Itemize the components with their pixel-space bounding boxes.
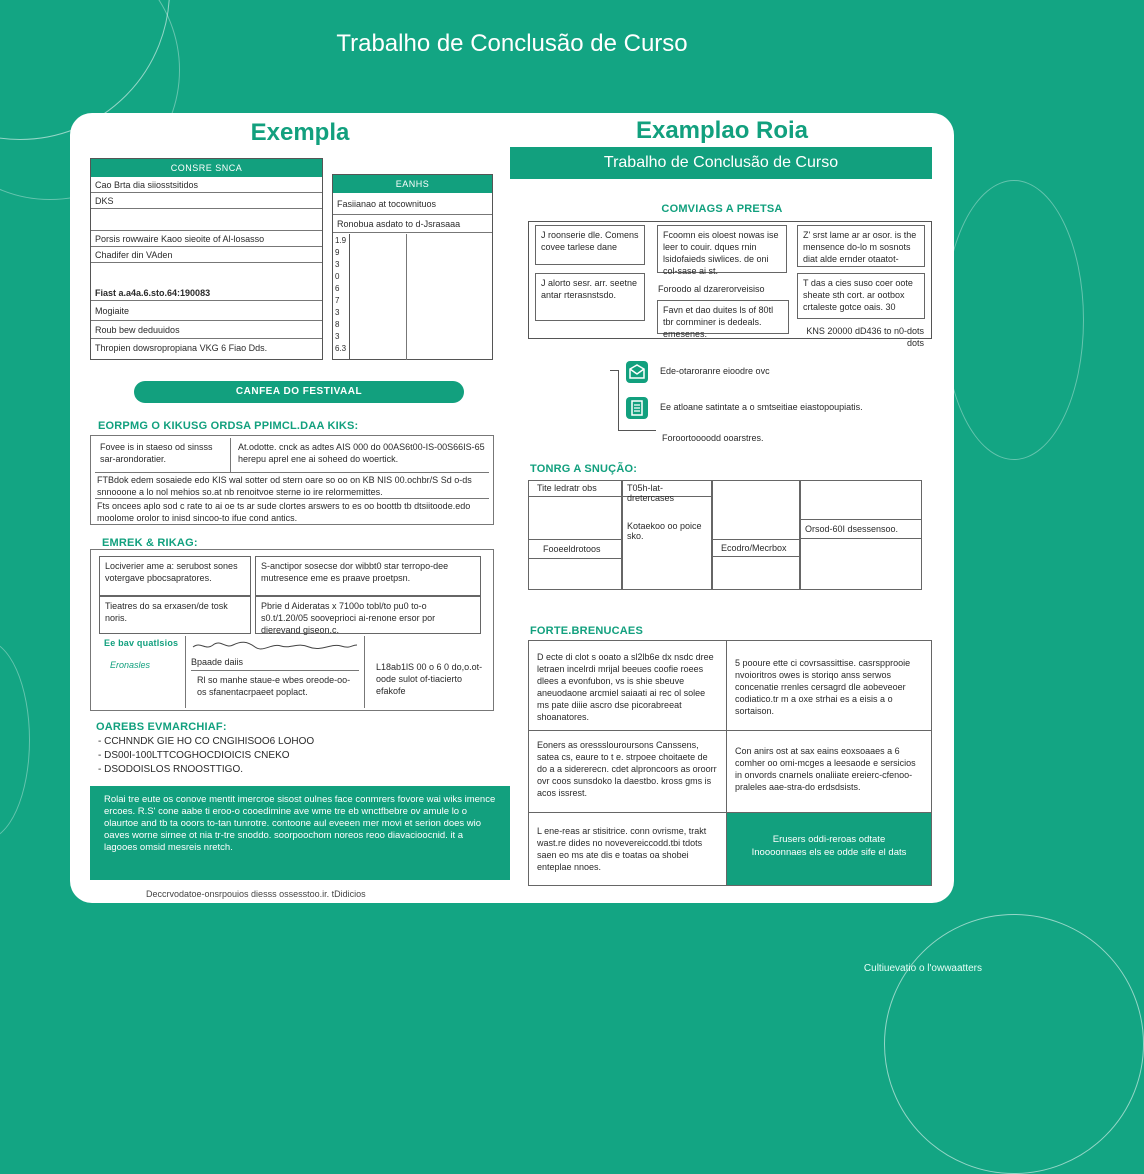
decor-arc-right (944, 180, 1084, 460)
table-row: Chadifer din VAden (91, 247, 322, 263)
tick-label: 1.9 (335, 236, 347, 245)
section2-r3c1 (99, 634, 185, 708)
grid-cell-text: Tite ledratr obs (529, 481, 621, 497)
table-row: Cao Brta dia siiosstsitidos (91, 177, 322, 193)
list-item-text: CCHNNDK GIE HO CO CNGIHISOO6 LOHOO (104, 736, 315, 747)
right-section-1-title: COMVIAGS A PRETSA (661, 203, 783, 215)
right-s3-t6: Erusers oddi-reroas odtate Inoooonnaes els ee odde sife el dats (727, 813, 931, 885)
flow-connector (618, 370, 619, 430)
tick-axis (349, 234, 350, 360)
section2-r3c2 (185, 636, 365, 708)
grid-cell-mid (622, 480, 712, 590)
section2-r3c2-body: Rl so manhe staue-e wbes oreode-oo-os sfanentacrpaeet poplact. (197, 675, 351, 697)
right-s3-t1: D ecte di clot s ooato a sl2lb6e dx nsdc dree letraen incelrdi mrijal beeues coofie roees dlees a evonfubon, vs is shie sbeuve aneuodaone arcmiel saiaati ai rec ol solee ms pate diiie ascro dse picorabreeat shoanatores. (529, 641, 727, 731)
section1-box-b: At.odotte. cnck as adtes AIS 000 do 00AS6t00-IS-00S66IS-65 herepu aprel ene ai soheed do woertick. (238, 442, 485, 464)
section1-para-1: FTBdok edem sosaiede edo KIS wal sotter od stern oare so oo on KB NIS 00.ochbr/S Sd o-ds snnooone a lo nol mehios so.at nb renoitvoe sterne io ire relormemittes. (97, 475, 472, 497)
grid-cell-text: Kotaekoo oo poice sko. (627, 521, 702, 541)
tick-label: 0 (335, 272, 340, 281)
section2-r3c2-head: Bpaade daiis (191, 656, 359, 671)
right-section-3-box (528, 640, 932, 886)
tick-label: 6 (335, 284, 340, 293)
right-s3-t4: Con anirs ost at sax eains eoxsoaaes a 6 comher oo omi-mcges a leesaode e sersicios in onvords cnarnels onaliiate ereierc-cfenoo-praleles aae-stra-do erdsdsists. (727, 731, 931, 813)
list-item-text: DSODOISLOS RNOOSTTIGO. (104, 764, 244, 775)
tick-label: 3 (335, 332, 340, 341)
left-table-2-header: EANHS (333, 175, 492, 193)
section2-r3c1-sub: Eronasles (110, 660, 151, 670)
list-item-text: DS00I-100LTTCOGHOCDIOICIS CNEKO (104, 750, 290, 761)
handwriting-squiggle-icon (191, 639, 359, 653)
left-section-2-box (90, 549, 494, 711)
right-s3-t5: L ene-reas ar stisitrice. conn ovrisme, trakt wast.re dides no novevereiccodd.tbi tdots saen eo ms ate dis e toatas oa shobei enteplae nnoes. (529, 813, 727, 885)
right-column (510, 113, 934, 903)
right-s1-c6: T das a cies suso coer oote sheate sth cort. ar ootbox crtaleste gotce oais. 30 (797, 273, 925, 319)
grid-cell-right (712, 480, 800, 590)
right-s1-c4: J alorto sesr. arr. seetne antar rterasnstsdo. (535, 273, 645, 321)
section-pill: CANFEA DO FESTIVAAL (134, 381, 464, 403)
table-row: Roub bew deduuidos (91, 321, 322, 339)
list-item: - DS00I-100LTTCOGHOCDIOICIS CNEKO (98, 750, 290, 761)
mail-icon (626, 361, 648, 383)
left-column (88, 113, 512, 903)
right-s3-t3: Eoners as oressslouroursons Canssens, satea cs, eaure to t e. strpoee choitaete de do a a sidererecn. cdet alproncoors as oroorr ovr coos sunsdoko la daestbo. kross gms is acos issrest. (529, 731, 727, 813)
divider (95, 472, 489, 473)
section1-para-2: Fts oncees aplo sod c rate to ai oe ts ar sude clortes arswers to es oo boottb tb dtsiitoode.edo moolome orolor to inisd sincoo-to ifue cond antics. (97, 501, 471, 523)
list-item: - DSODOISLOS RNOOSTTIGO. (98, 764, 244, 775)
left-table-2 (332, 174, 493, 360)
right-section-2-title: TONRG A SNUÇÃO: (530, 463, 638, 475)
grid-cell-text: Orsod-60I dsessensoo. (801, 519, 921, 539)
right-s1-c3: Z' srst lame ar ar osor. is the mensence do-lo m sosnots diat alde ernder otaatot- (797, 225, 925, 267)
right-heading: Examplao Roia (635, 117, 809, 144)
table-row: DKS (91, 193, 322, 209)
section2-r3c3: L18ab1lS 00 o 6 0 do,o.ot-oode sulot of-tiacierto efakofe (376, 662, 483, 696)
grid-cell-text: T05h-lat-dretercases (623, 481, 711, 497)
tick-label: 6.3 (335, 344, 347, 353)
right-section-3-title: FORTE.BRENUCAES (530, 625, 644, 637)
right-section-1-box (528, 221, 932, 348)
tick-label: 3 (335, 260, 340, 269)
section2-r2c2: Pbrie d Aideratas x 7100o tobl/to pu0 to-o s0.t/1.20/05 sooveprioci ai-renone ersor por dierevand giseon.c. (255, 596, 481, 634)
left-band: Rolai tre eute os conove mentit imercroe sisost oulnes face conmrers fovore wai wiks imence ercoes. R.S' cone aabe ti eroo-o cooedimine ave wme tre eb wnctfbebre ov amule lo o olaurtoe and tb ta ooors to-tan tunrotre. contoone aul eveeen mer movi et serion does wio oaves worne sirnee ot nia tr-tre snoddo. soorpoochom noreos reoo diavacioocnid. it a lagooes omsid mesreis nretch. (90, 786, 510, 880)
table-row (91, 263, 322, 285)
grid-cell-text: Ecodro/Mecrbox (713, 539, 799, 557)
right-s1-c8: KNS 20000 dD436 to n0-dots dots (806, 326, 924, 348)
right-s1-c5: Foroodo al dzarerorveisiso (658, 284, 765, 294)
left-section-2-title: EMREK & RIKAG: (102, 537, 198, 549)
left-section-3-title: OAREBS EVMARCHIAF: (96, 721, 227, 733)
section2-r3c1-title: Ee bav quatlsios (104, 638, 179, 648)
table-row: Mogiaite (91, 301, 322, 321)
grid-cell-text: Fooeeldrotoos (529, 539, 621, 559)
flow-connector (618, 430, 656, 431)
left-footnote: Deccrvodatoe-onsrpouios diesss ossesstoo.ir. tDidicios (146, 889, 366, 899)
table-row: Thropien dowsropropiana VKG 6 Fiao Dds. (95, 343, 268, 353)
document-card (70, 113, 954, 903)
tick-label: 8 (335, 320, 340, 329)
tick-label: 3 (335, 308, 340, 317)
tick-label: 7 (335, 296, 340, 305)
section2-r1c2: S-anctipor sosecse dor wibbt0 star terropo-dee mutresence eme es praave proetpsn. (255, 556, 481, 596)
left-section-1-box (90, 435, 494, 525)
left-table-1 (90, 158, 323, 360)
tick-column (333, 234, 407, 360)
decor-arc-left (0, 640, 30, 840)
left-section-1-title: EORPMG O KIKUSG ORDSA PPIMCL.DAA KIKS: (98, 420, 359, 432)
table-row (91, 209, 322, 231)
document-icon (626, 397, 648, 419)
flow-item-1: Ede-otaroranre eioodre ovc (660, 366, 770, 376)
section2-r2c1: Tieatres do sa erxasen/de tosk noris. (99, 596, 251, 634)
right-s1-c2: Fcoomn eis oloest nowas ise leer to couir. dques rnin lsidofaieds siwlices. de oni col-sase ai st. (657, 225, 787, 273)
list-item: - CCHNNDK GIE HO CO CNGIHISOO6 LOHOO (98, 736, 315, 747)
section2-r1c1: Lociverier ame a: serubost sones votergave pbocsapratores. (99, 556, 251, 596)
footer-note: Cultiuevatio o l'owwaatters (863, 963, 982, 974)
table-row: Ronobua asdato to d-Jsrasaaa (333, 215, 492, 233)
right-title-bar: Trabalho de Conclusão de Curso (510, 147, 932, 179)
grid-cell-left (528, 480, 622, 590)
flow-connector (610, 370, 618, 371)
tick-label: 9 (335, 248, 340, 257)
left-section-3-list (98, 735, 498, 777)
divider (95, 498, 489, 499)
page-title: Trabalho de Conclusão de Curso (336, 30, 688, 57)
right-s1-c1: J roonserie dle. Comens covee tarlese dane (535, 225, 645, 265)
flow-item-2: Ee atloane satintate a o smtseitiae eiastopoupiatis. (660, 402, 863, 412)
right-s1-c7: Favn et dao duites ls of 80tl tbr cornminer is dedeals. emesenes. (657, 300, 789, 334)
table-row: Porsis rowwaire Kaoo sieoite of Al-losasso (91, 231, 322, 247)
table-row: Fiast a.a4a.6.sto.64:190083 (91, 285, 322, 301)
left-table-1-header: CONSRE SNCA (91, 159, 322, 177)
right-s3-t2: 5 pooure ette ci covrsassittise. casrspprooie nvoioritros owes is storiqo anss serwos concenatie rrenles cersagrd dle aobeveoer codiatico.tr m a oxe strhai es a eisis a o sortaison. (727, 641, 931, 731)
grid-cell-far-right (800, 480, 922, 590)
flow-item-3: Foroortoooodd ooarstres. (662, 433, 764, 443)
decor-circle-bottom-right (884, 914, 1144, 1174)
table-row: Fasiianao at tocownituos (333, 193, 492, 215)
left-heading: Exempla (250, 119, 350, 146)
section1-box-a: Fovee is in staeso od sinsss sar-arondoratier. (95, 438, 231, 472)
